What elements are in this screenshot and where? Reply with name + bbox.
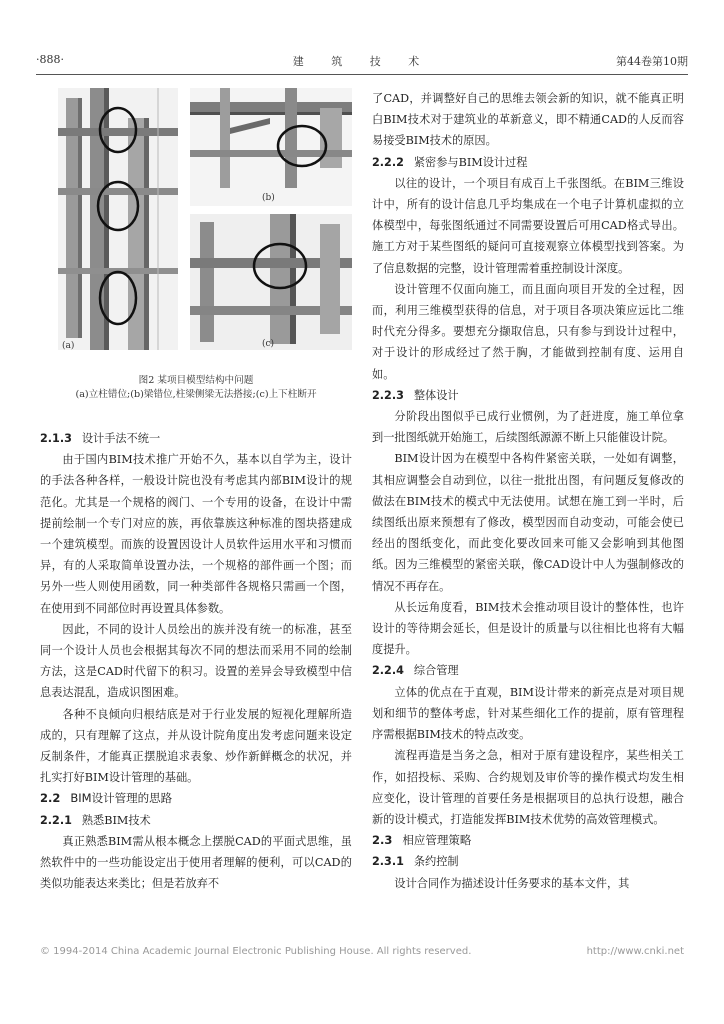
paragraph: 立体的优点在于直观，BIM设计带来的新亮点是对项目规划和细节的整体考虑，针对某些细化工作的提前，原有管理程序需根据BIM技术的特点改变。 bbox=[372, 685, 684, 742]
figure-panel-c bbox=[190, 214, 352, 350]
section-number: 2.2 bbox=[40, 791, 61, 806]
section-title: BIM设计管理的思路 bbox=[70, 791, 173, 806]
section-number: 2.3 bbox=[372, 833, 393, 848]
section-number: 2.2.3 bbox=[372, 388, 404, 402]
section-2-2-1-heading bbox=[40, 810, 352, 831]
copyright-notice: © 1994-2014 China Academic Journal Electronic Publishing House. All rights reserved. bbox=[40, 946, 472, 957]
paragraph: 因此，不同的设计人员绘出的族并没有统一的标准，甚至同一个设计人员也会根据其每次不同的想法而采用不同的绘制方法，这是CAD时代留下的积习。设置的差异会导致模型中信息表达混乱，造成识图困难。 bbox=[40, 622, 352, 700]
page-header bbox=[36, 50, 688, 70]
section-2-2-4-heading bbox=[372, 660, 684, 681]
section-2-3-heading bbox=[372, 830, 684, 851]
paragraph: 真正熟悉BIM需从根本概念上摆脱CAD的平面式思维，虽然软件中的一些功能设定出于使用者理解的便利，可以CAD的类似功能表达来类比；但是若放弃不 bbox=[40, 834, 352, 891]
section-2-2-3-heading bbox=[372, 385, 684, 406]
page-footer bbox=[40, 946, 684, 957]
figure-panel-b bbox=[190, 88, 352, 206]
panel-c-label: (c) bbox=[262, 339, 275, 349]
right-column bbox=[372, 88, 684, 894]
section-title: 熟悉BIM技术 bbox=[81, 813, 151, 827]
section-number: 2.3.1 bbox=[372, 855, 404, 869]
section-2-3-1-heading bbox=[372, 851, 684, 872]
paragraph: 流程再造是当务之急，相对于原有建设程序，某些相关工作，如招投标、采购、合约规划及审价等的操作模式均发生相应变化，设计管理的首要任务是根据项目的总执行设想，融合新的设计模式，打造能发挥BIM技术优势的高效管理模式。 bbox=[372, 749, 684, 826]
paragraph: 各种不良倾向归根结底是对于行业发展的短视化理解所造成的，只有理解了这点，并从设计院角度出发考虑问题来设定反制条件，才能真正摆脱追求表象、炒作新鲜概念的状况，并扎实打好BIM设计管理的基础。 bbox=[40, 707, 352, 785]
paragraph: BIM设计因为在模型中各构件紧密关联，一处如有调整，其相应调整会自动到位，以往一批批出图，有问题反复修改的做法在BIM技术的模式中无法使用。试想在施工到一半时，后续图纸出原来预想有了修改，模型因而自动变动，可能会使已经出的图纸变化，而此变化要改回来可能又会影响到其他图纸。因为三维模型的紧密关联，像CAD设计中人为强制修改的情况不再存在。 bbox=[372, 452, 684, 593]
footer-url: http://www.cnki.net bbox=[586, 946, 684, 957]
figure-panel-a bbox=[58, 88, 178, 350]
paragraph: 从长远角度看，BIM技术会推动项目设计的整体性，也许设计的等待期会延长，但是设计的质量与以往相比也将有大幅度提升。 bbox=[372, 600, 684, 657]
column-misalignment-image bbox=[58, 88, 178, 350]
paragraph: 设计管理不仅面向施工，而且面向项目开发的全过程，因而，利用三维模型获得的信息，对于项目各项决策应远比二维时代充分得多。要想充分撷取信息，只有参与到设计过程中，对于设计的形成经过了然于胸，才能做到控制有度、运用自如。 bbox=[372, 282, 684, 381]
section-title: 相应管理策略 bbox=[402, 833, 472, 848]
left-column bbox=[40, 88, 352, 894]
panel-b-label: (b) bbox=[262, 193, 275, 203]
header-rule bbox=[36, 74, 688, 75]
section-2-2-2-heading bbox=[372, 152, 684, 173]
column-break-image bbox=[190, 214, 352, 350]
section-title: 整体设计 bbox=[413, 388, 459, 402]
section-number: 2.2.2 bbox=[372, 155, 404, 169]
paragraph: 以往的设计，一个项目有成百上千张图纸。在BIM三维设计中，所有的设计信息几乎均集成在一个电子计算机虚拟的立体模型中，每张图纸通过不同需要设置后可用CAD格式导出。施工方对于某些图纸的疑问可直接观察立体模型找到答案。为了信息数据的完整，设计管理需着重控制设计深度。 bbox=[372, 176, 684, 275]
paragraph: 了CAD，并调整好自己的思维去领会新的知识，就不能真正明白BIM技术对于建筑业的革新意义，即不精通CAD的人反而容易接受BIM技术的原因。 bbox=[372, 92, 684, 148]
issue-info: 第44卷第10期 bbox=[616, 55, 688, 68]
page-number: ·888· bbox=[36, 53, 64, 66]
paragraph: 分阶段出图似乎已成行业惯例，为了赶进度，施工单位拿到一批图纸就开始施工，后续图纸源源不断上只能催设计院。 bbox=[372, 410, 684, 445]
section-number: 2.2.4 bbox=[372, 664, 404, 678]
figure-2 bbox=[40, 88, 352, 428]
paragraph: 由于国内BIM技术推广开始不久，基本以自学为主，设计的手法各种各样，一般设计院也没有考虑其内部BIM设计的规范化。尤其是一个规格的阀门、一个专用的设备，在设计中需提前绘制一个专门对应的族，再依靠族这种标准的图块搭建成一个建筑模型。而族的设置因设计人员软件运用水平和习惯而异，有的人采取简单设置办法，一个规格的部件画一个图；而另外一些人则使用函数，同一种类部件各规格只需画一个图，在使用到不同部位时再设置具体参数。 bbox=[40, 453, 352, 615]
figure-caption bbox=[40, 374, 352, 402]
section-number: 2.2.1 bbox=[40, 813, 72, 827]
panel-a-label: (a) bbox=[62, 341, 75, 350]
section-2-1-3-heading bbox=[40, 428, 352, 449]
paragraph: 设计合同作为描述设计任务要求的基本文件，其 bbox=[394, 876, 630, 890]
journal-name: 建 筑 技 术 bbox=[292, 55, 432, 68]
figure-caption-title: 图2 某项目模型结构中问题 bbox=[138, 375, 254, 386]
figure-caption-detail: (a)立柱错位;(b)梁错位,柱梁侧梁无法搭接;(c)上下柱断开 bbox=[75, 389, 317, 400]
section-2-2-heading bbox=[40, 788, 352, 809]
section-title: 紧密参与BIM设计过程 bbox=[413, 155, 528, 169]
section-number: 2.1.3 bbox=[40, 432, 72, 445]
section-title: 条约控制 bbox=[413, 855, 459, 869]
section-title: 综合管理 bbox=[413, 664, 459, 678]
section-title: 设计手法不统一 bbox=[81, 432, 161, 445]
